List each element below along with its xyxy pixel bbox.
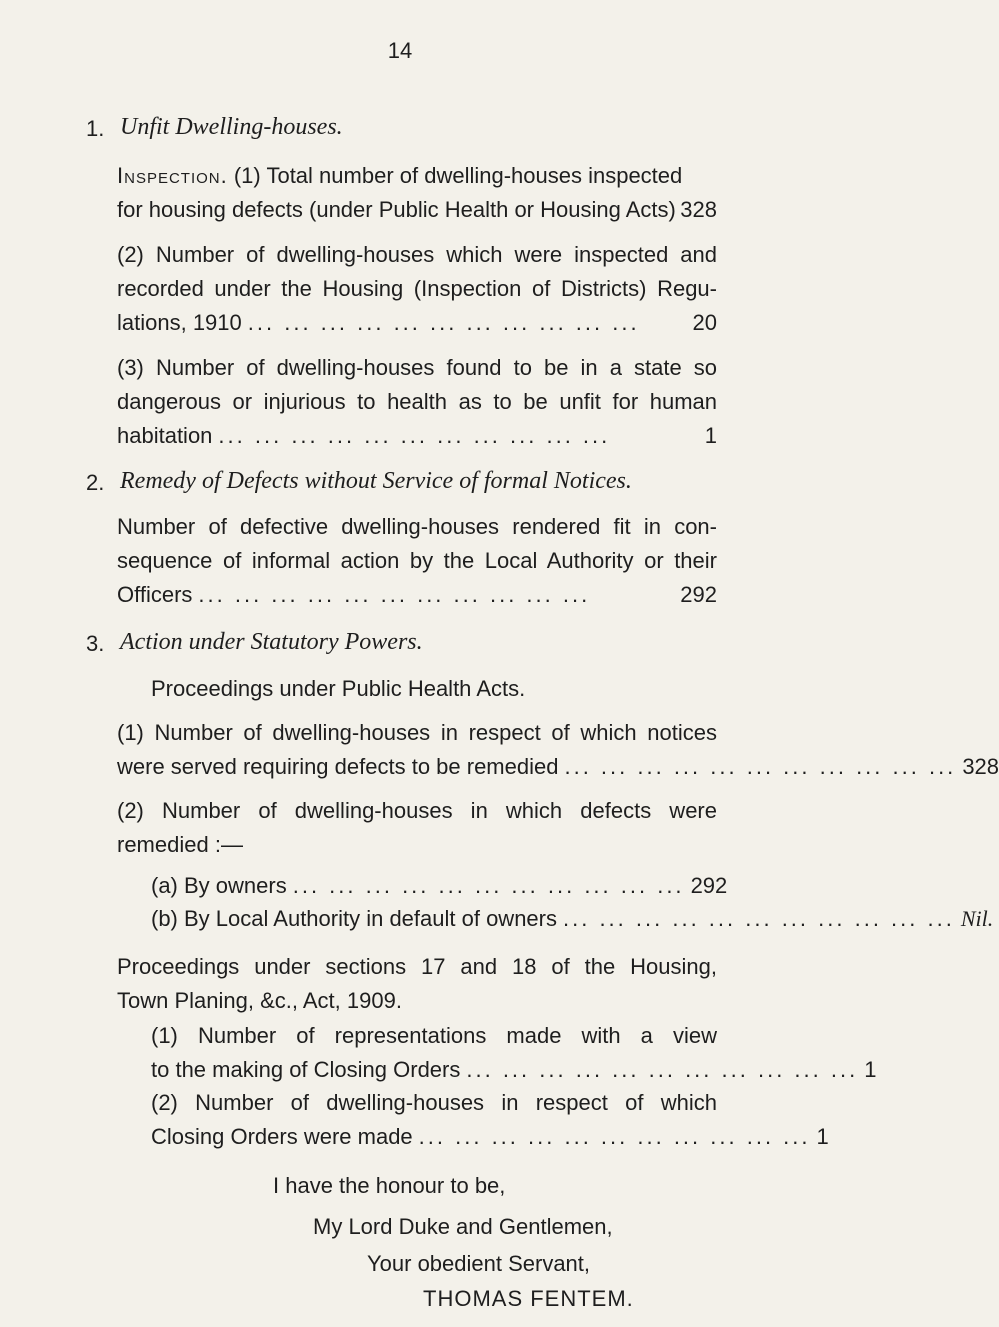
section-1-number: 1. bbox=[86, 116, 105, 141]
inspection-item-1-line-1: Inspection. (1) Total number of dwelling-houses inspected bbox=[117, 163, 683, 188]
page-number: 14 bbox=[387, 38, 413, 63]
section-2-line-1: Number of defective dwelling-houses rendered fit in con- bbox=[117, 514, 717, 539]
section-2-number: 2. bbox=[86, 470, 105, 495]
remedied-by-owners-row: (a) By owners ... ... ... ... ... ... ... ... ... ... ... 292 bbox=[151, 873, 728, 898]
closing-item-2-value: 1 bbox=[816, 1124, 829, 1149]
statutory-item-2-line-1: (2) Number of dwelling-houses in which defects were bbox=[117, 798, 717, 823]
leader-dots: ... ... ... ... ... ... ... ... ... ... ... bbox=[563, 906, 955, 931]
proceedings-housing-act-line-2: Town Planing, &c., Act, 1909. bbox=[117, 988, 402, 1013]
inspection-item-1-line-2: for housing defects (under Public Health or Housing Acts) 328 bbox=[117, 197, 717, 222]
closing-line-1: I have the honour to be, bbox=[273, 1173, 506, 1198]
leader-dots: ... ... ... ... ... ... ... ... ... ... ... bbox=[218, 423, 611, 448]
section-2-value: 292 bbox=[680, 582, 717, 607]
section-3-heading: Action under Statutory Powers. bbox=[120, 629, 423, 655]
inspection-item-1-value: 328 bbox=[680, 197, 717, 222]
remedied-by-local-authority-row: (b) By Local Authority in default of owners ... ... ... ... ... ... ... ... ... ... ... Nil. bbox=[151, 906, 994, 931]
remedied-by-local-authority-value: Nil. bbox=[960, 906, 994, 931]
statutory-item-1-line-2: were served requiring defects to be remedied ... ... ... ... ... ... ... ... ... ... ... 328 bbox=[117, 754, 999, 779]
leader-dots: ... ... ... ... ... ... ... ... ... ... ... bbox=[198, 582, 591, 607]
statutory-item-2-line-2: remedied :— bbox=[117, 832, 243, 857]
closing-line-3: Your obedient Servant, bbox=[367, 1251, 591, 1276]
inspection-item-3-line-2: dangerous or injurious to health as to be unfit for human bbox=[117, 389, 717, 414]
leader-dots: ... ... ... ... ... ... ... ... ... ... ... bbox=[564, 754, 957, 779]
closing-line-2: My Lord Duke and Gentlemen, bbox=[313, 1214, 613, 1239]
inspection-item-3-value: 1 bbox=[704, 423, 717, 448]
leader-dots: ... ... ... ... ... ... ... ... ... ... ... bbox=[466, 1057, 859, 1082]
closing-item-1-line-2: to the making of Closing Orders ... ... ... ... ... ... ... ... ... ... ... 1 bbox=[151, 1057, 877, 1082]
inspection-item-3-line-1: (3) Number of dwelling-houses found to be in a state so bbox=[117, 355, 717, 380]
leader-dots: ... ... ... ... ... ... ... ... ... ... ... bbox=[247, 310, 640, 335]
closing-item-2-line-2: Closing Orders were made ... ... ... ... ... ... ... ... ... ... ... 1 bbox=[151, 1124, 829, 1149]
statutory-item-1-value: 328 bbox=[962, 754, 999, 779]
proceedings-housing-act-line-1: Proceedings under sections 17 and 18 of the Housing, bbox=[117, 954, 717, 979]
closing-item-1-line-1: (1) Number of representations made with a view bbox=[151, 1023, 717, 1048]
section-1-heading: Unfit Dwelling-houses. bbox=[120, 114, 343, 140]
inspection-item-2-line-2: recorded under the Housing (Inspection of Districts) Regu- bbox=[117, 276, 717, 301]
section-3-number: 3. bbox=[86, 631, 105, 656]
leader-dots: ... ... ... ... ... ... ... ... ... ... ... bbox=[418, 1124, 811, 1149]
inspection-item-2-line-3: lations, 1910 ... ... ... ... ... ... ... ... ... ... ... 20 bbox=[117, 310, 717, 335]
signatory-name: THOMAS FENTEM. bbox=[423, 1286, 634, 1311]
section-2-line-2: sequence of informal action by the Local Authority or their bbox=[117, 548, 717, 573]
closing-item-2-line-1: (2) Number of dwelling-houses in respect of which bbox=[151, 1090, 717, 1115]
leader-dots: ... ... ... ... ... ... ... ... ... ... ... bbox=[292, 873, 685, 898]
inspection-item-3-line-3: habitation ... ... ... ... ... ... ... ... ... ... ... 1 bbox=[117, 423, 717, 448]
section-2-heading: Remedy of Defects without Service of formal Notices. bbox=[120, 468, 632, 494]
statutory-item-1-line-1: (1) Number of dwelling-houses in respect of which notices bbox=[117, 720, 717, 745]
inspection-label: Inspection. bbox=[117, 163, 228, 188]
inspection-item-2-value: 20 bbox=[692, 310, 717, 335]
proceedings-public-health-heading: Proceedings under Public Health Acts. bbox=[151, 676, 526, 701]
closing-item-1-value: 1 bbox=[864, 1057, 877, 1082]
remedied-by-owners-value: 292 bbox=[690, 873, 728, 898]
section-2-line-3: Officers ... ... ... ... ... ... ... ... ... ... ... 292 bbox=[117, 582, 717, 607]
inspection-item-2-line-1: (2) Number of dwelling-houses which were inspected and bbox=[117, 242, 717, 267]
